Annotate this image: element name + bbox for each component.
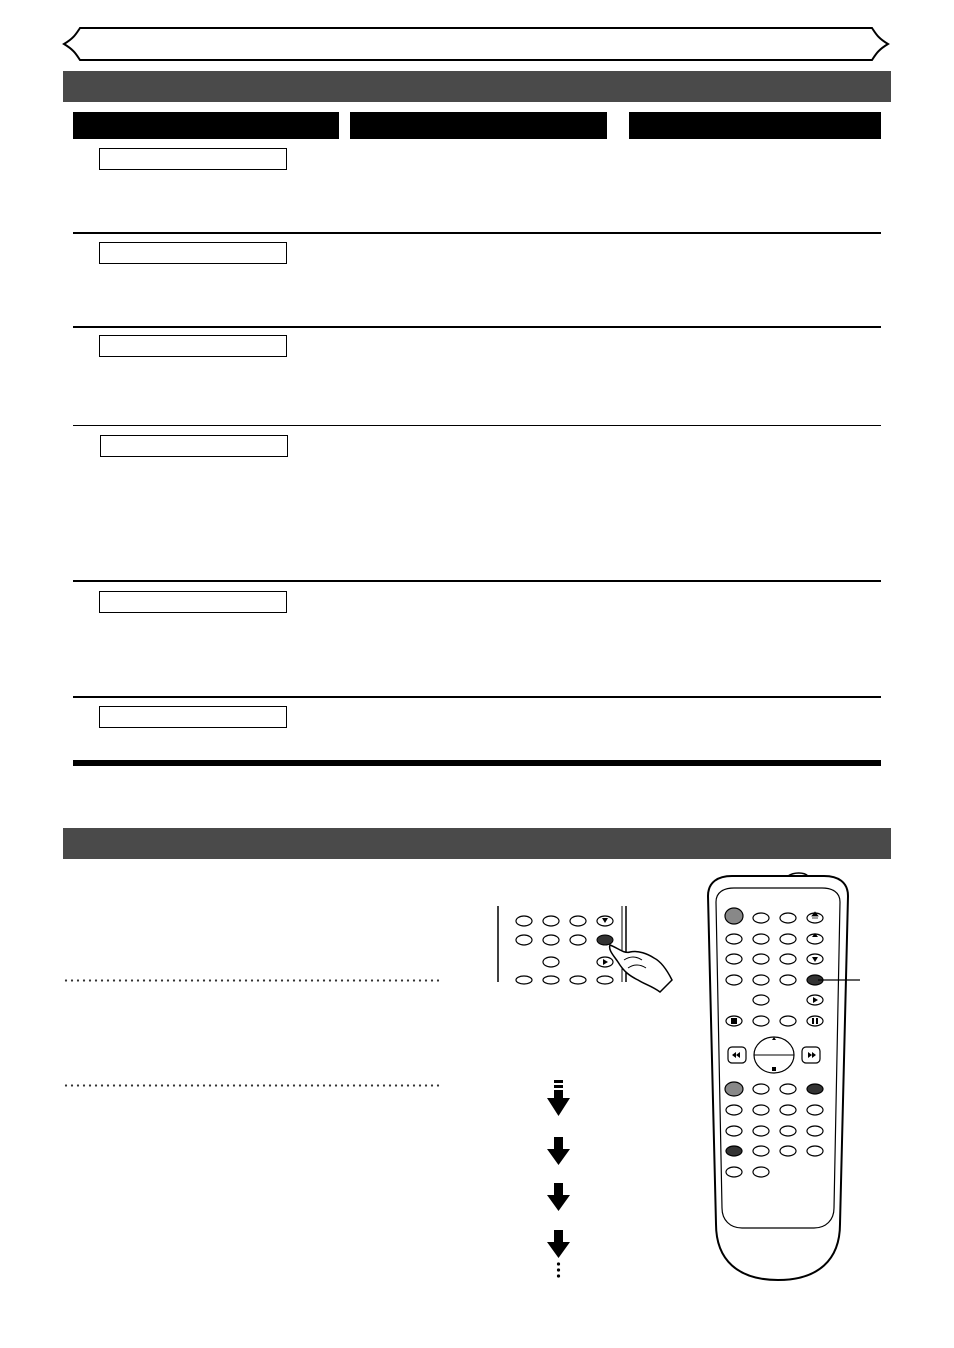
section-banner-bottom — [63, 828, 891, 859]
column-header-2 — [350, 112, 607, 139]
down-arrow-icon — [544, 1181, 574, 1213]
row-separator — [73, 425, 881, 426]
row-separator — [73, 580, 881, 582]
row-separator — [73, 696, 881, 698]
remote-control-icon — [700, 868, 880, 1288]
row-separator — [73, 232, 881, 234]
dotted-divider — [63, 1084, 441, 1087]
row-label-box-4 — [100, 435, 288, 457]
remote-closeup-illustration — [490, 900, 690, 1000]
down-arrow-icon — [544, 1228, 574, 1280]
down-arrow-icon — [544, 1135, 574, 1167]
row-label-box-5 — [99, 591, 287, 613]
column-header-3 — [629, 112, 881, 139]
title-frame — [0, 0, 954, 80]
section-banner-top — [63, 71, 891, 102]
row-separator — [73, 326, 881, 328]
dotted-divider — [63, 979, 441, 982]
row-label-box-1 — [99, 148, 287, 170]
row-label-box-2 — [99, 242, 287, 264]
row-label-box-6 — [99, 706, 287, 728]
column-header-1 — [73, 112, 339, 139]
row-label-box-3 — [99, 335, 287, 357]
table-bottom-rule — [73, 760, 881, 766]
down-arrow-icon — [544, 1078, 574, 1118]
